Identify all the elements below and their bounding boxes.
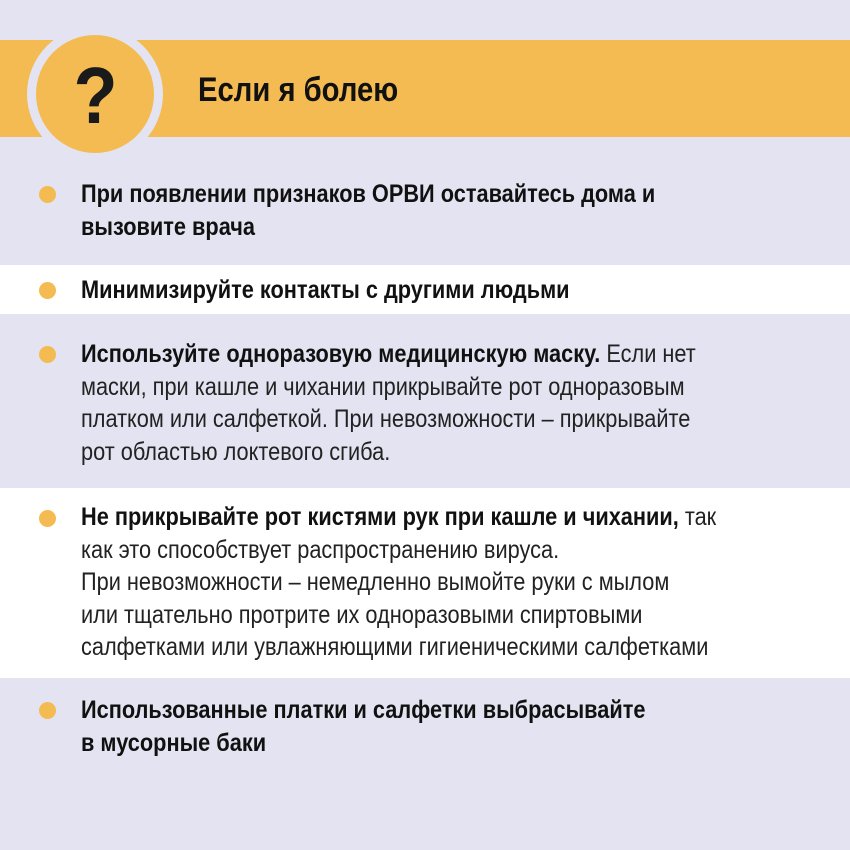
- bullet-dot-icon: [39, 346, 56, 363]
- item-line: Не прикрывайте рот кистями рук при кашле и чихании, так: [81, 503, 717, 531]
- list-item: [0, 265, 850, 314]
- item-text: [81, 274, 794, 307]
- item-line: рот областью локтевого сгиба.: [81, 437, 391, 466]
- item-text: [81, 338, 794, 468]
- list-item: [0, 678, 850, 850]
- item-line: вызовите врача: [81, 212, 255, 241]
- item-line: При невозможности – немедленно вымойте руки с мылом: [81, 568, 670, 596]
- item-line: как это способствует распространению вируса.: [81, 535, 560, 564]
- item-text: [81, 694, 794, 759]
- bullet-dot-icon: [39, 186, 56, 203]
- item-text: [81, 501, 794, 664]
- item-line: салфетками или увлажняющими гигиеническими салфетками: [81, 633, 709, 661]
- list-item: [0, 488, 850, 678]
- item-line: платком или салфеткой. При невозможности – прикрывайте: [81, 405, 691, 433]
- item-line: маски, при кашле и чихании прикрывайте рот одноразовым: [81, 372, 685, 401]
- item-line: в мусорные баки: [81, 728, 267, 757]
- bullet-dot-icon: [39, 282, 56, 299]
- item-text: [81, 178, 794, 243]
- item-line: Использованные платки и салфетки выбрасывайте: [81, 696, 646, 724]
- item-line: При появлении признаков ОРВИ оставайтесь дома и: [81, 180, 656, 208]
- bullet-dot-icon: [39, 702, 56, 719]
- item-line: Используйте одноразовую медицинскую маску. Если нет: [81, 340, 696, 368]
- list-item: [0, 162, 850, 265]
- bullet-dot-icon: [39, 510, 56, 527]
- item-line: или тщательно протрите их одноразовыми спиртовыми: [81, 600, 643, 629]
- page-title: Если я болею: [198, 71, 399, 109]
- list-item: [0, 314, 850, 488]
- question-mark-icon: ?: [36, 35, 154, 153]
- item-line: Минимизируйте контакты с другими людьми: [81, 276, 570, 304]
